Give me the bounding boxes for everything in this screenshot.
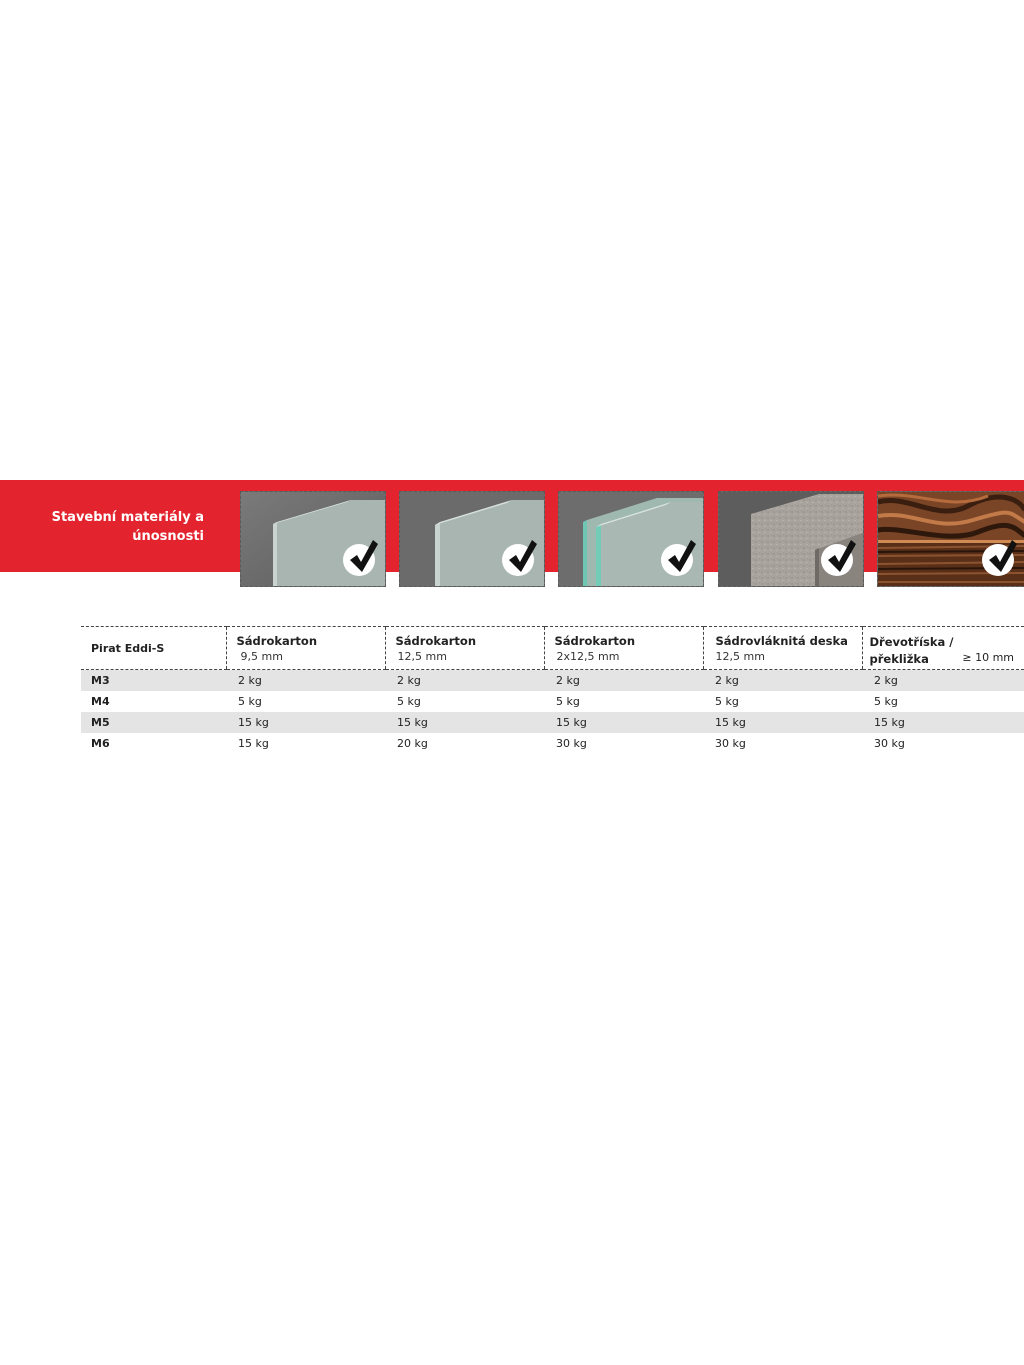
table-cell: 5 kg [556, 695, 580, 708]
column-thickness: 9,5 mm [240, 650, 283, 663]
checkmark-icon [661, 544, 693, 576]
table-row [81, 733, 1024, 754]
row-label: M4 [91, 695, 110, 708]
table-cell: 2 kg [544, 670, 703, 692]
gypsum-board-image [399, 491, 545, 587]
table-cell: 5 kg [397, 695, 421, 708]
table-header-row [81, 627, 1024, 670]
checkmark-icon [821, 544, 853, 576]
table-cell: 15 kg [544, 712, 703, 733]
section-title [0, 508, 204, 546]
table-cell: 2 kg [862, 670, 1024, 692]
column-material-line2: překližka [869, 652, 929, 666]
checkmark-icon [343, 544, 375, 576]
column-thickness: ≥ 10 mm [962, 651, 1014, 664]
table-cell: 5 kg [715, 695, 739, 708]
table-cell: 15 kg [703, 712, 862, 733]
column-material-line1: Dřevotříska / [869, 635, 954, 649]
table-corner-label [81, 627, 226, 670]
checkmark-icon [502, 544, 534, 576]
double-gypsum-board-image [558, 491, 704, 587]
table-cell: 15 kg [226, 712, 385, 733]
load-capacity-table [81, 626, 1024, 754]
section-title-line2: únosnosti [132, 529, 204, 544]
table-cell: 2 kg [385, 670, 544, 692]
column-header [703, 627, 862, 670]
table-cell: 15 kg [385, 712, 544, 733]
checkmark-icon [982, 544, 1014, 576]
table-cell: 2 kg [226, 670, 385, 692]
row-label: M3 [81, 670, 226, 692]
chipboard-plywood-image [877, 491, 1024, 587]
column-header [385, 627, 544, 670]
table-cell: 20 kg [397, 737, 428, 750]
row-label: M5 [81, 712, 226, 733]
column-header [226, 627, 385, 670]
table-row [81, 691, 1024, 712]
table-cell: 15 kg [238, 737, 269, 750]
column-material: Sádrokarton [395, 634, 477, 648]
column-thickness: 12,5 mm [715, 650, 765, 663]
table-cell: 2 kg [703, 670, 862, 692]
column-material: Sádrokarton [554, 634, 636, 648]
table-cell: 30 kg [715, 737, 746, 750]
table-cell: 30 kg [874, 737, 905, 750]
section-title-line1: Stavební materiály a [51, 510, 204, 525]
column-header [862, 627, 1024, 670]
column-thickness: 2x12,5 mm [556, 650, 620, 663]
column-thickness: 12,5 mm [397, 650, 447, 663]
gypsum-fibre-board-image [718, 491, 864, 587]
column-header [544, 627, 703, 670]
gypsum-board-image [240, 491, 386, 587]
product-name: Pirat Eddi-S [91, 642, 165, 655]
table-row [81, 670, 1024, 692]
table-cell: 30 kg [556, 737, 587, 750]
table-cell: 15 kg [862, 712, 1024, 733]
column-material: Sádrovláknitá deska [715, 634, 848, 648]
table-cell: 5 kg [874, 695, 898, 708]
table-row [81, 712, 1024, 733]
column-material: Sádrokarton [236, 634, 318, 648]
row-label: M6 [91, 737, 110, 750]
table-cell: 5 kg [238, 695, 262, 708]
